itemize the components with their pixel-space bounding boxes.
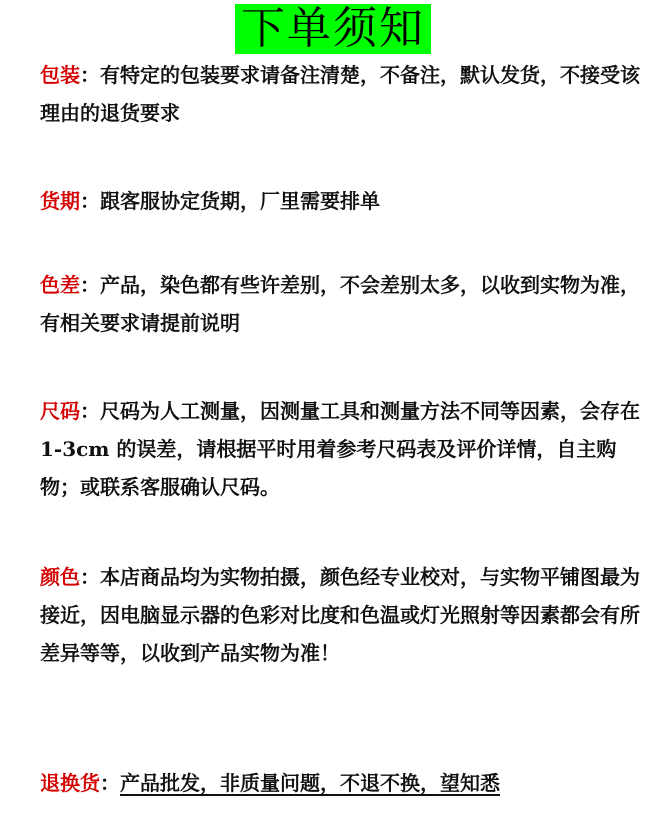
notice-separator: ： <box>80 399 100 423</box>
notice-separator: ： <box>80 565 100 589</box>
notice-separator: ： <box>80 189 100 213</box>
notice-label: 色差 <box>40 273 80 297</box>
notice-separator: ： <box>80 273 100 297</box>
notice-label: 颜色 <box>40 565 80 589</box>
notice-text: 尺码为人工测量，因测量工具和测量方法不同等因素，会存在 1-3cm 的误差，请根据平时用着参考尺码表及评价详情，自主购物；或联系客服确认尺码。 <box>40 399 640 499</box>
notice-text: 跟客服协定货期，厂里需要排单 <box>100 189 380 213</box>
notice-label: 包装 <box>40 63 80 87</box>
notice-text: 本店商品均为实物拍摄，颜色经专业校对，与实物平铺图最为接近，因电脑显示器的色彩对比度和色温或灯光照射等因素都会有所差异等等，以收到产品实物为准！ <box>40 565 640 665</box>
notice-color <box>40 558 640 672</box>
notice-delivery <box>40 182 640 220</box>
notice-label: 退换货 <box>40 771 100 795</box>
notice-separator: ： <box>100 771 120 795</box>
notice-label: 货期 <box>40 189 80 213</box>
notice-separator: ： <box>80 63 100 87</box>
notice-color-difference <box>40 266 640 342</box>
notice-text: 有特定的包装要求请备注清楚，不备注，默认发货，不接受该理由的退货要求 <box>40 63 640 125</box>
notice-returns <box>40 764 640 802</box>
notice-label: 尺码 <box>40 399 80 423</box>
notice-text: 产品批发，非质量问题，不退不换，望知悉 <box>120 771 500 795</box>
notice-text: 产品，染色都有些许差别，不会差别太多，以收到实物为准，有相关要求请提前说明 <box>40 273 640 335</box>
notice-size <box>40 392 640 506</box>
page-title: 下单须知 <box>235 4 431 54</box>
notice-packaging <box>40 56 640 132</box>
title-banner <box>0 4 666 54</box>
